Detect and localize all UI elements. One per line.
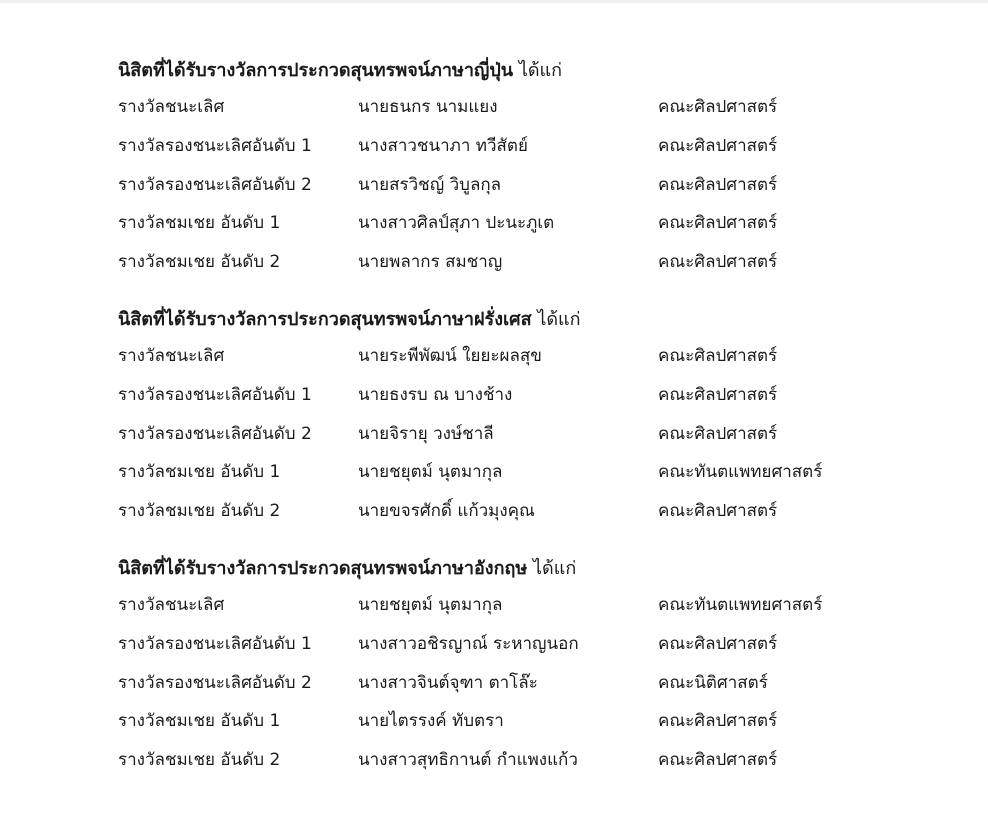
winner-row	[118, 664, 918, 703]
winner-row	[118, 204, 918, 243]
winner-faculty: คณะศิลปศาสตร์	[658, 213, 778, 234]
award-label: รางวัลชมเชย อันดับ 2	[118, 501, 281, 522]
winner-faculty: คณะทันตแพทยศาสตร์	[658, 594, 823, 615]
winner-faculty: คณะนิติศาสตร์	[658, 672, 768, 693]
winner-faculty: คณะศิลปศาสตร์	[658, 97, 778, 117]
award-label: รางวัลชนะเลิศ	[118, 97, 225, 117]
winner-name: นายธนกร นามแยง	[358, 97, 498, 117]
winner-name: นางสาวจินต์จุฑา ตาโล๊ะ	[358, 672, 538, 693]
winner-name: นายพลากร สมชาญ	[358, 252, 503, 273]
section-heading	[118, 54, 918, 88]
winner-faculty: คณะศิลปศาสตร์	[658, 423, 778, 444]
winner-row	[118, 586, 918, 625]
winner-name: นางสาวศิลป์สุภา ปะนะภูเต	[358, 213, 555, 234]
winner-name: นางสาวชนาภา ทวีสัตย์	[358, 135, 528, 156]
winner-name: นายขจรศักดิ์ แก้วมุงคุณ	[358, 501, 535, 522]
winner-row	[118, 453, 918, 492]
section-title: นิสิตที่ได้รับรางวัลการประกวดสุนทรพจน์ภาษาฝรั่งเศส	[118, 308, 532, 330]
winner-row	[118, 376, 918, 415]
winner-name: นายสรวิชญ์ วิบูลกุล	[358, 174, 502, 195]
winner-faculty: คณะศิลปศาสตร์	[658, 501, 778, 522]
award-label: รางวัลชมเชย อันดับ 2	[118, 252, 281, 273]
winner-name: นายธงรบ ณ บางช้าง	[358, 384, 513, 405]
winner-name: นายชยุตม์ นุตมากุล	[358, 594, 503, 615]
winner-faculty: คณะศิลปศาสตร์	[658, 711, 778, 732]
winner-row	[118, 702, 918, 741]
award-label: รางวัลชมเชย อันดับ 1	[118, 462, 281, 483]
section-title-suffix: ได้แก่	[537, 308, 581, 330]
winner-faculty: คณะศิลปศาสตร์	[658, 135, 778, 156]
winner-row	[118, 243, 918, 282]
winner-row	[118, 625, 918, 664]
section-title-suffix: ได้แก่	[518, 60, 563, 81]
award-section-japanese	[118, 54, 918, 282]
winner-row	[118, 127, 918, 166]
award-label: รางวัลชมเชย อันดับ 2	[118, 750, 281, 771]
top-divider	[0, 0, 988, 3]
winner-name: นางสาวอชิรญาณ์ ระหาญนอก	[358, 633, 579, 654]
section-title: นิสิตที่ได้รับรางวัลการประกวดสุนทรพจน์ภาษาอังกฤษ	[118, 557, 528, 579]
winner-name: นายจิรายุ วงษ์ชาลี	[358, 423, 494, 444]
award-label: รางวัลรองชนะเลิศอันดับ 1	[118, 633, 312, 654]
winner-faculty: คณะทันตแพทยศาสตร์	[658, 462, 823, 483]
winner-faculty: คณะศิลปศาสตร์	[658, 174, 778, 195]
winner-faculty: คณะศิลปศาสตร์	[658, 252, 778, 273]
award-label: รางวัลชนะเลิศ	[118, 345, 225, 366]
winner-name: นายระพีพัฒน์ ใยยะผลสุข	[358, 345, 542, 366]
winner-row	[118, 337, 918, 376]
award-label: รางวัลชมเชย อันดับ 1	[118, 213, 281, 234]
winner-name: นายไตรรงค์ ทับตรา	[358, 711, 504, 732]
winner-row	[118, 166, 918, 205]
winner-row	[118, 415, 918, 454]
winner-faculty: คณะศิลปศาสตร์	[658, 633, 778, 654]
award-section-english	[118, 552, 918, 780]
winner-name: นางสาวสุทธิกานต์ กำแพงแก้ว	[358, 750, 578, 771]
award-label: รางวัลรองชนะเลิศอันดับ 2	[118, 423, 312, 444]
award-label: รางวัลชนะเลิศ	[118, 594, 225, 615]
winner-row	[118, 492, 918, 531]
award-label: รางวัลรองชนะเลิศอันดับ 2	[118, 174, 312, 195]
award-label: รางวัลรองชนะเลิศอันดับ 2	[118, 672, 312, 693]
award-label: รางวัลรองชนะเลิศอันดับ 1	[118, 135, 312, 156]
winner-faculty: คณะศิลปศาสตร์	[658, 384, 778, 405]
section-title-suffix: ได้แก่	[533, 557, 577, 579]
winner-name: นายชยุตม์ นุตมากุล	[358, 462, 503, 483]
winner-row	[118, 741, 918, 780]
award-label: รางวัลรองชนะเลิศอันดับ 1	[118, 384, 312, 405]
award-label: รางวัลชมเชย อันดับ 1	[118, 711, 281, 732]
winner-faculty: คณะศิลปศาสตร์	[658, 345, 778, 366]
winner-faculty: คณะศิลปศาสตร์	[658, 750, 778, 771]
section-heading	[118, 552, 918, 586]
winner-row	[118, 88, 918, 127]
document-body	[118, 54, 918, 801]
section-heading	[118, 303, 918, 337]
section-title: นิสิตที่ได้รับรางวัลการประกวดสุนทรพจน์ภาษาญี่ปุ่น	[118, 60, 514, 81]
award-section-french	[118, 303, 918, 531]
